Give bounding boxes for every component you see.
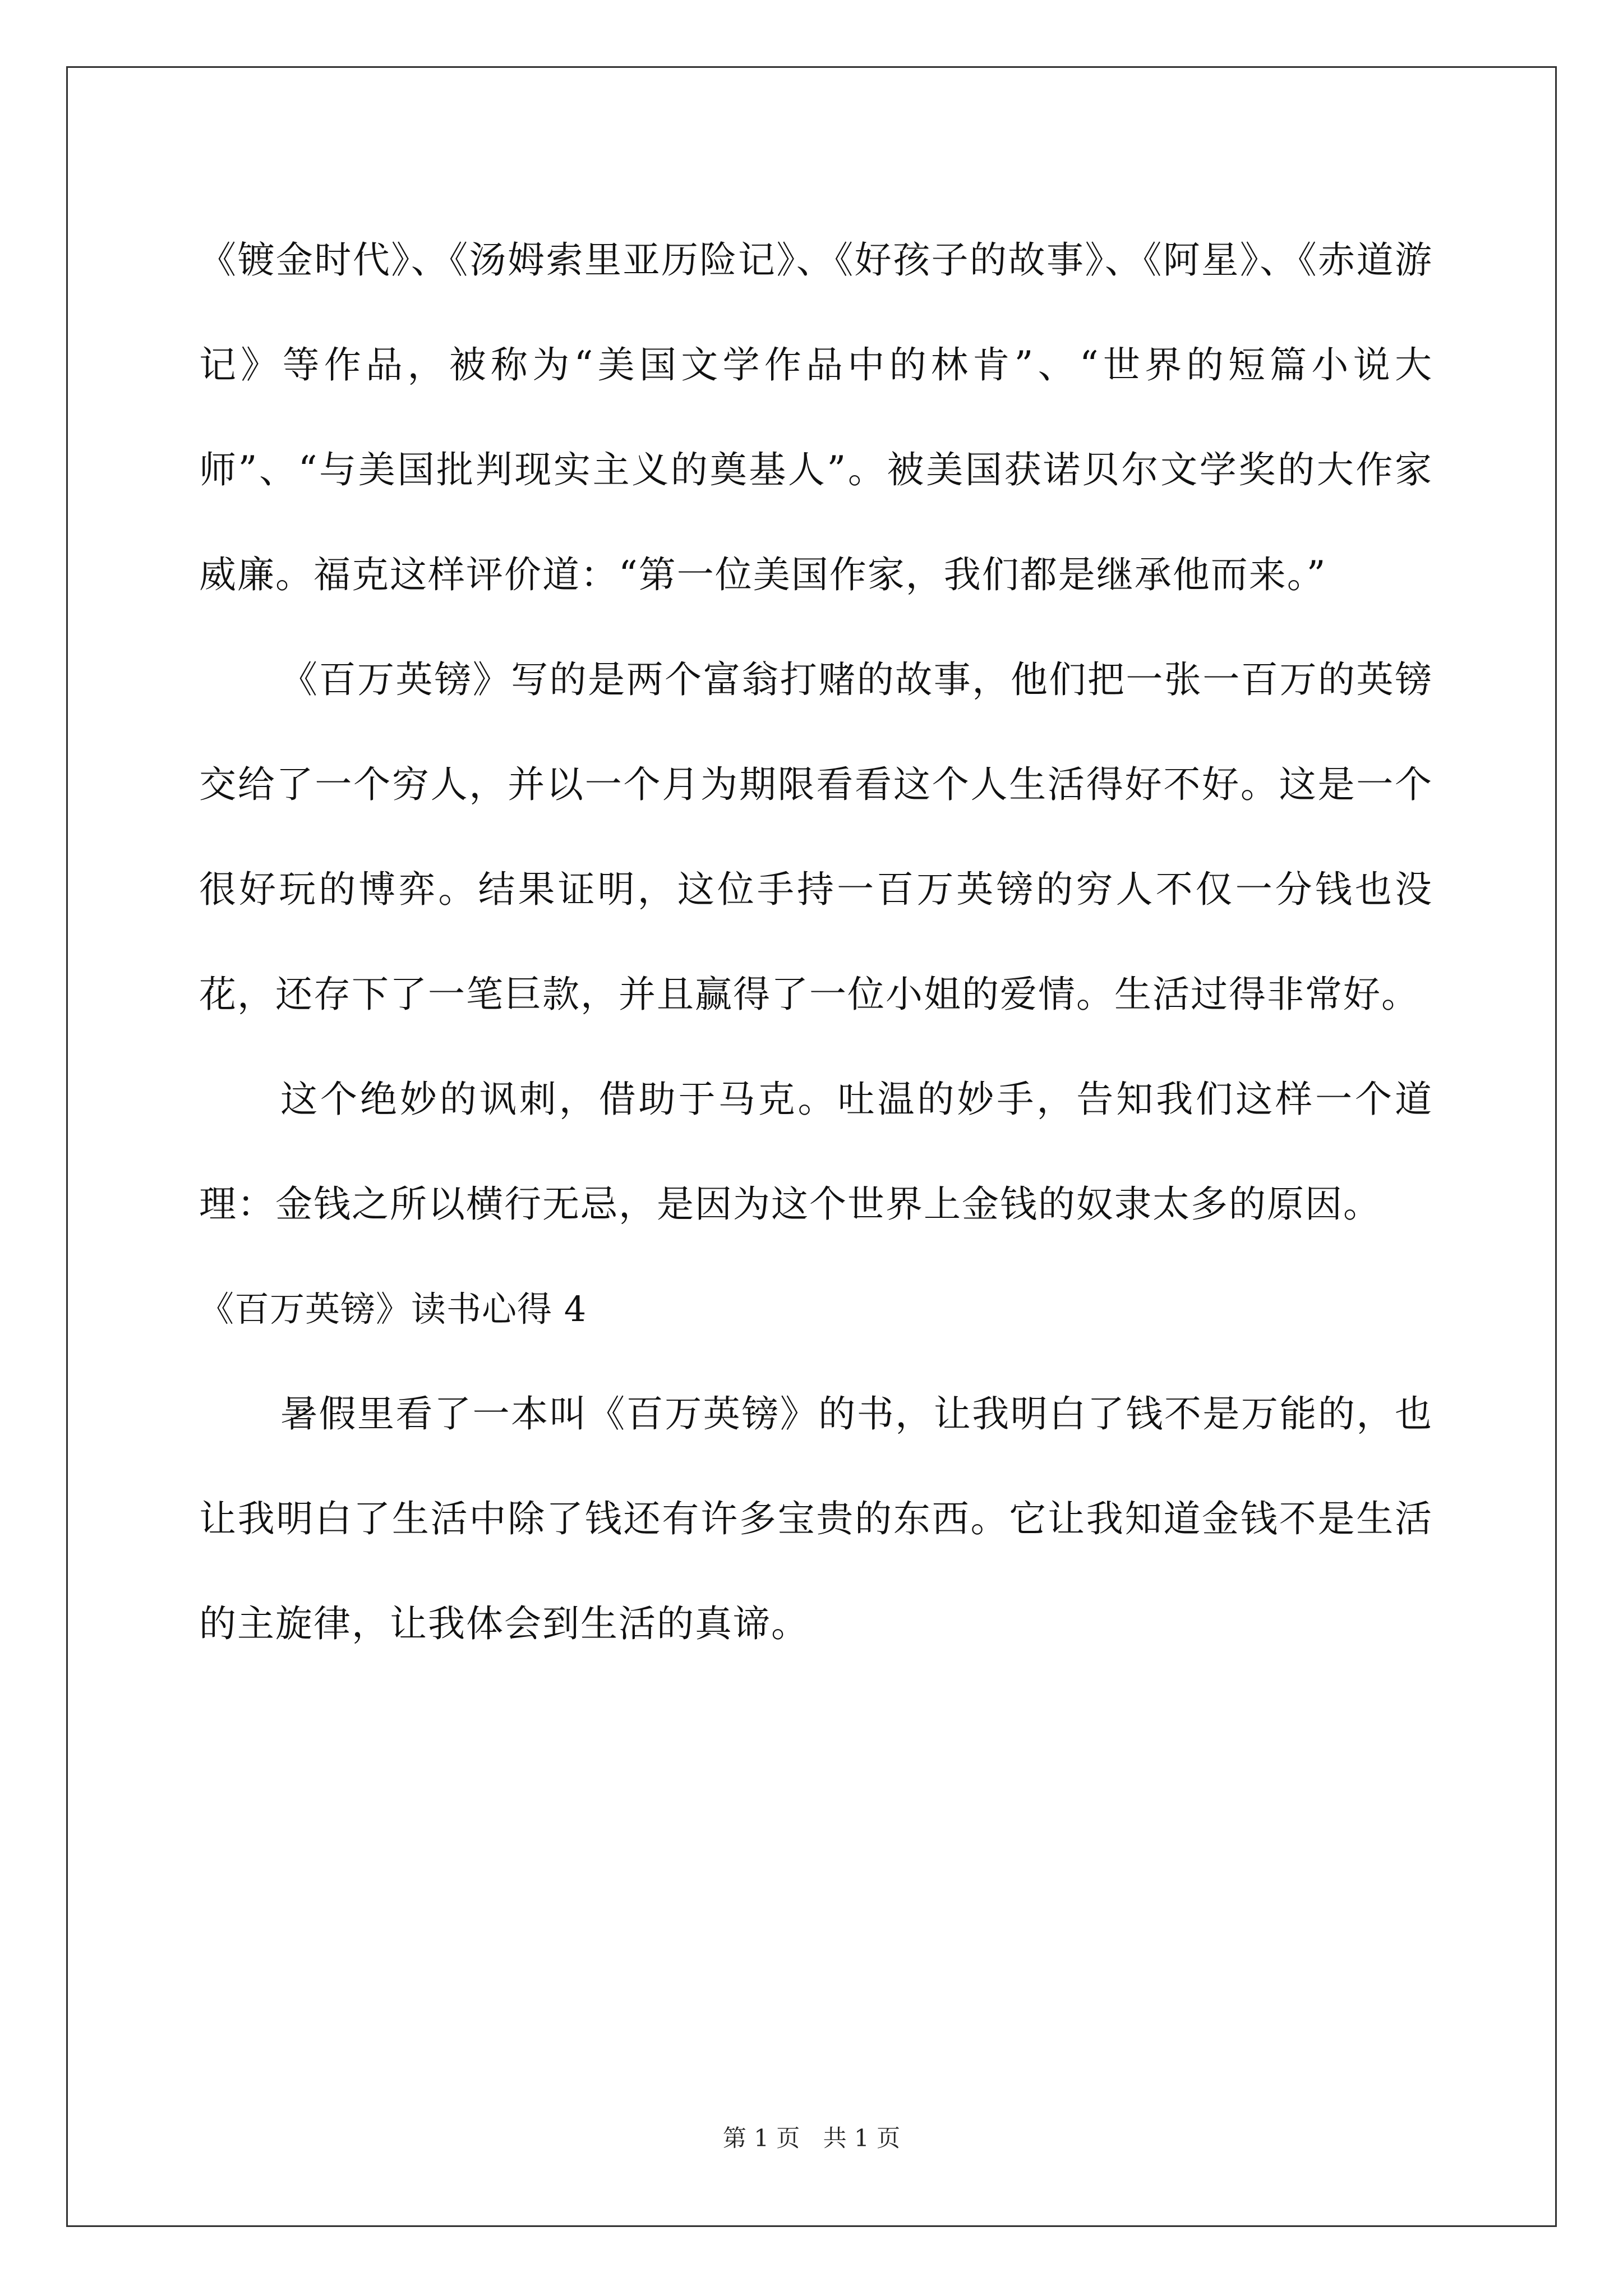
page-footer bbox=[0, 2122, 1623, 2155]
paragraph-summer-reading: 暑假里看了一本叫《百万英镑》的书，让我明白了钱不是万能的，也让我明白了生活中除了钱还有许多宝贵的东西。它让我知道金钱不是生活的主旋律，让我体会到生活的真谛。 bbox=[199, 1392, 1433, 1645]
paragraph-works-intro: 《镀金时代》、《汤姆索里亚历险记》、《好孩子的故事》、《阿星》、《赤道游记》等作品，被称为“美国文学作品中的林肯”、“世界的短篇小说大师”、“与美国批判现实主义的奠基人”。被美国获诺贝尔文学奖的大作家威廉。福克这样评价道：“第一位美国作家，我们都是继承他而来。” bbox=[199, 238, 1433, 596]
paragraph-satire: 这个绝妙的讽刺，借助于马克。吐温的妙手，告知我们这样一个道理：金钱之所以横行无忌，是因为这个世界上金钱的奴隶太多的原因。 bbox=[199, 1078, 1433, 1226]
page-number-total: 共 1 页 bbox=[823, 2124, 901, 2152]
page-number-current: 第 1 页 bbox=[722, 2124, 800, 2152]
section-title: 《百万英镑》读书心得 4 bbox=[199, 1289, 587, 1329]
paragraph-story-summary: 《百万英镑》写的是两个富翁打赌的故事，他们把一张一百万的英镑交给了一个穷人，并以一个月为期限看看这个人生活得好不好。这是一个很好玩的博弈。结果证明，这位手持一百万英镑的穷人不仅一分钱也没花，还存下了一笔巨款，并且赢得了一位小姐的爱情。生活过得非常好。 bbox=[199, 658, 1433, 1016]
document-body bbox=[199, 208, 1433, 1676]
